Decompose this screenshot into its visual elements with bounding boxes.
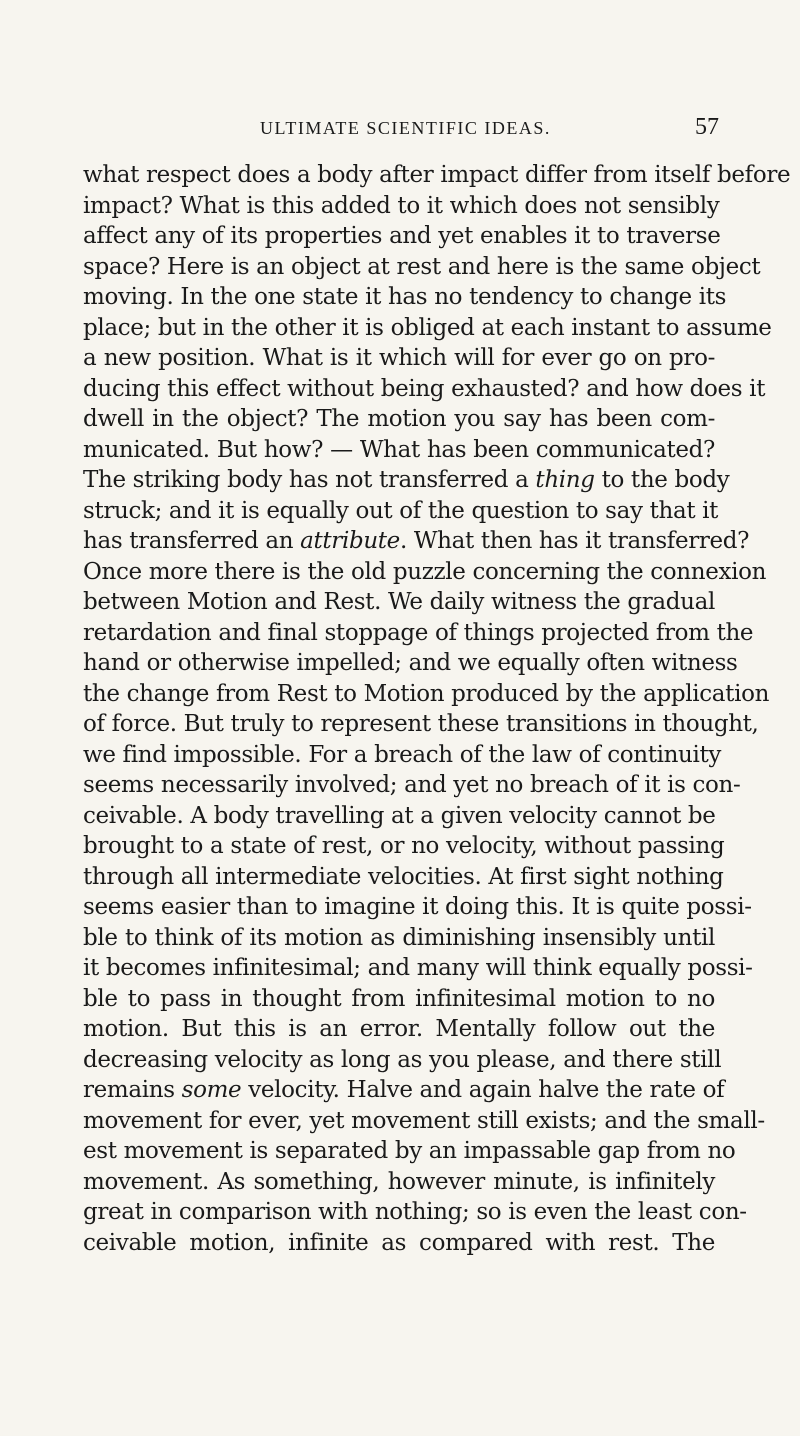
italic-word: attribute (300, 528, 400, 554)
text-line: we find impossible. For a breach of the law of continuity (83, 741, 722, 768)
italic-word: some (181, 1077, 242, 1103)
text-line: ble to pass in thought from infinitesimal motion to no (83, 985, 715, 1012)
text-line: municated. But how? — What has been communicated? (83, 436, 715, 463)
text-line: struck; and it is equally out of the question to say that it (83, 497, 719, 524)
text-line: space? Here is an object at rest and here is the same object (83, 253, 761, 280)
text-line: hand or otherwise impelled; and we equally often witness (83, 650, 738, 676)
text-line: seems easier than to imagine it doing this. It is quite possi- (83, 894, 752, 920)
text-line: ducing this effect without being exhausted? and how does it (83, 375, 766, 402)
text-line: what respect does a body after impact differ from itself before (83, 162, 791, 188)
text-line: motion. But this is an error. Mentally follow out the (83, 1016, 715, 1042)
text-line-with-italic: has transferred an attribute. What then has it transferred? (83, 528, 750, 554)
text-line: ceivable motion, infinite as compared with rest. The (83, 1229, 715, 1256)
text-line: retardation and final stoppage of things projected from the (83, 619, 754, 646)
running-title: ULTIMATE SCIENTIFIC IDEAS. (260, 118, 551, 138)
body-text (83, 160, 791, 1258)
text-line: Once more there is the old puzzle concerning the connexion (83, 558, 767, 585)
text-line: affect any of its properties and yet enables it to traverse (83, 223, 721, 249)
text-line: brought to a state of rest, or no velocity, without passing (83, 833, 725, 859)
text-line: ble to think of its motion as diminishing insensibly until (83, 924, 715, 951)
text-line: seems necessarily involved; and yet no breach of it is con- (83, 772, 741, 798)
italic-word: thing (535, 467, 595, 493)
text-line: great in comparison with nothing; so is even the least con- (83, 1199, 747, 1225)
text-line: it becomes infinitesimal; and many will think equally possi- (83, 955, 753, 981)
text-line-with-italic: remains some velocity. Halve and again halve the rate of (83, 1077, 725, 1103)
text-line: movement for ever, yet movement still exists; and the small- (83, 1107, 765, 1134)
text-line: a new position. What is it which will for ever go on pro- (83, 345, 715, 371)
text-line: the change from Rest to Motion produced by the application (83, 680, 770, 707)
text-line-with-italic: The striking body has not transferred a thing to the body (83, 467, 730, 493)
text-line: of force. But truly to represent these transitions in thought, (83, 711, 759, 737)
text-line: ceivable. A body travelling at a given velocity cannot be (83, 802, 716, 829)
text-line: est movement is separated by an impassable gap from no (83, 1138, 736, 1164)
text-line: between Motion and Rest. We daily witness the gradual (83, 589, 715, 615)
running-head (0, 114, 800, 144)
text-line: decreasing velocity as long as you please, and there still (83, 1046, 722, 1073)
page-number: 57 (695, 114, 719, 140)
text-line: through all intermediate velocities. At first sight nothing (83, 863, 724, 890)
text-line: moving. In the one state it has no tendency to change its (83, 284, 727, 310)
text-line: movement. As something, however minute, is infinitely (83, 1168, 715, 1195)
text-line: dwell in the object? The motion you say has been com- (83, 406, 715, 432)
text-line: place; but in the other it is obliged at each instant to assume (83, 314, 772, 341)
text-line: impact? What is this added to it which does not sensibly (83, 192, 720, 219)
